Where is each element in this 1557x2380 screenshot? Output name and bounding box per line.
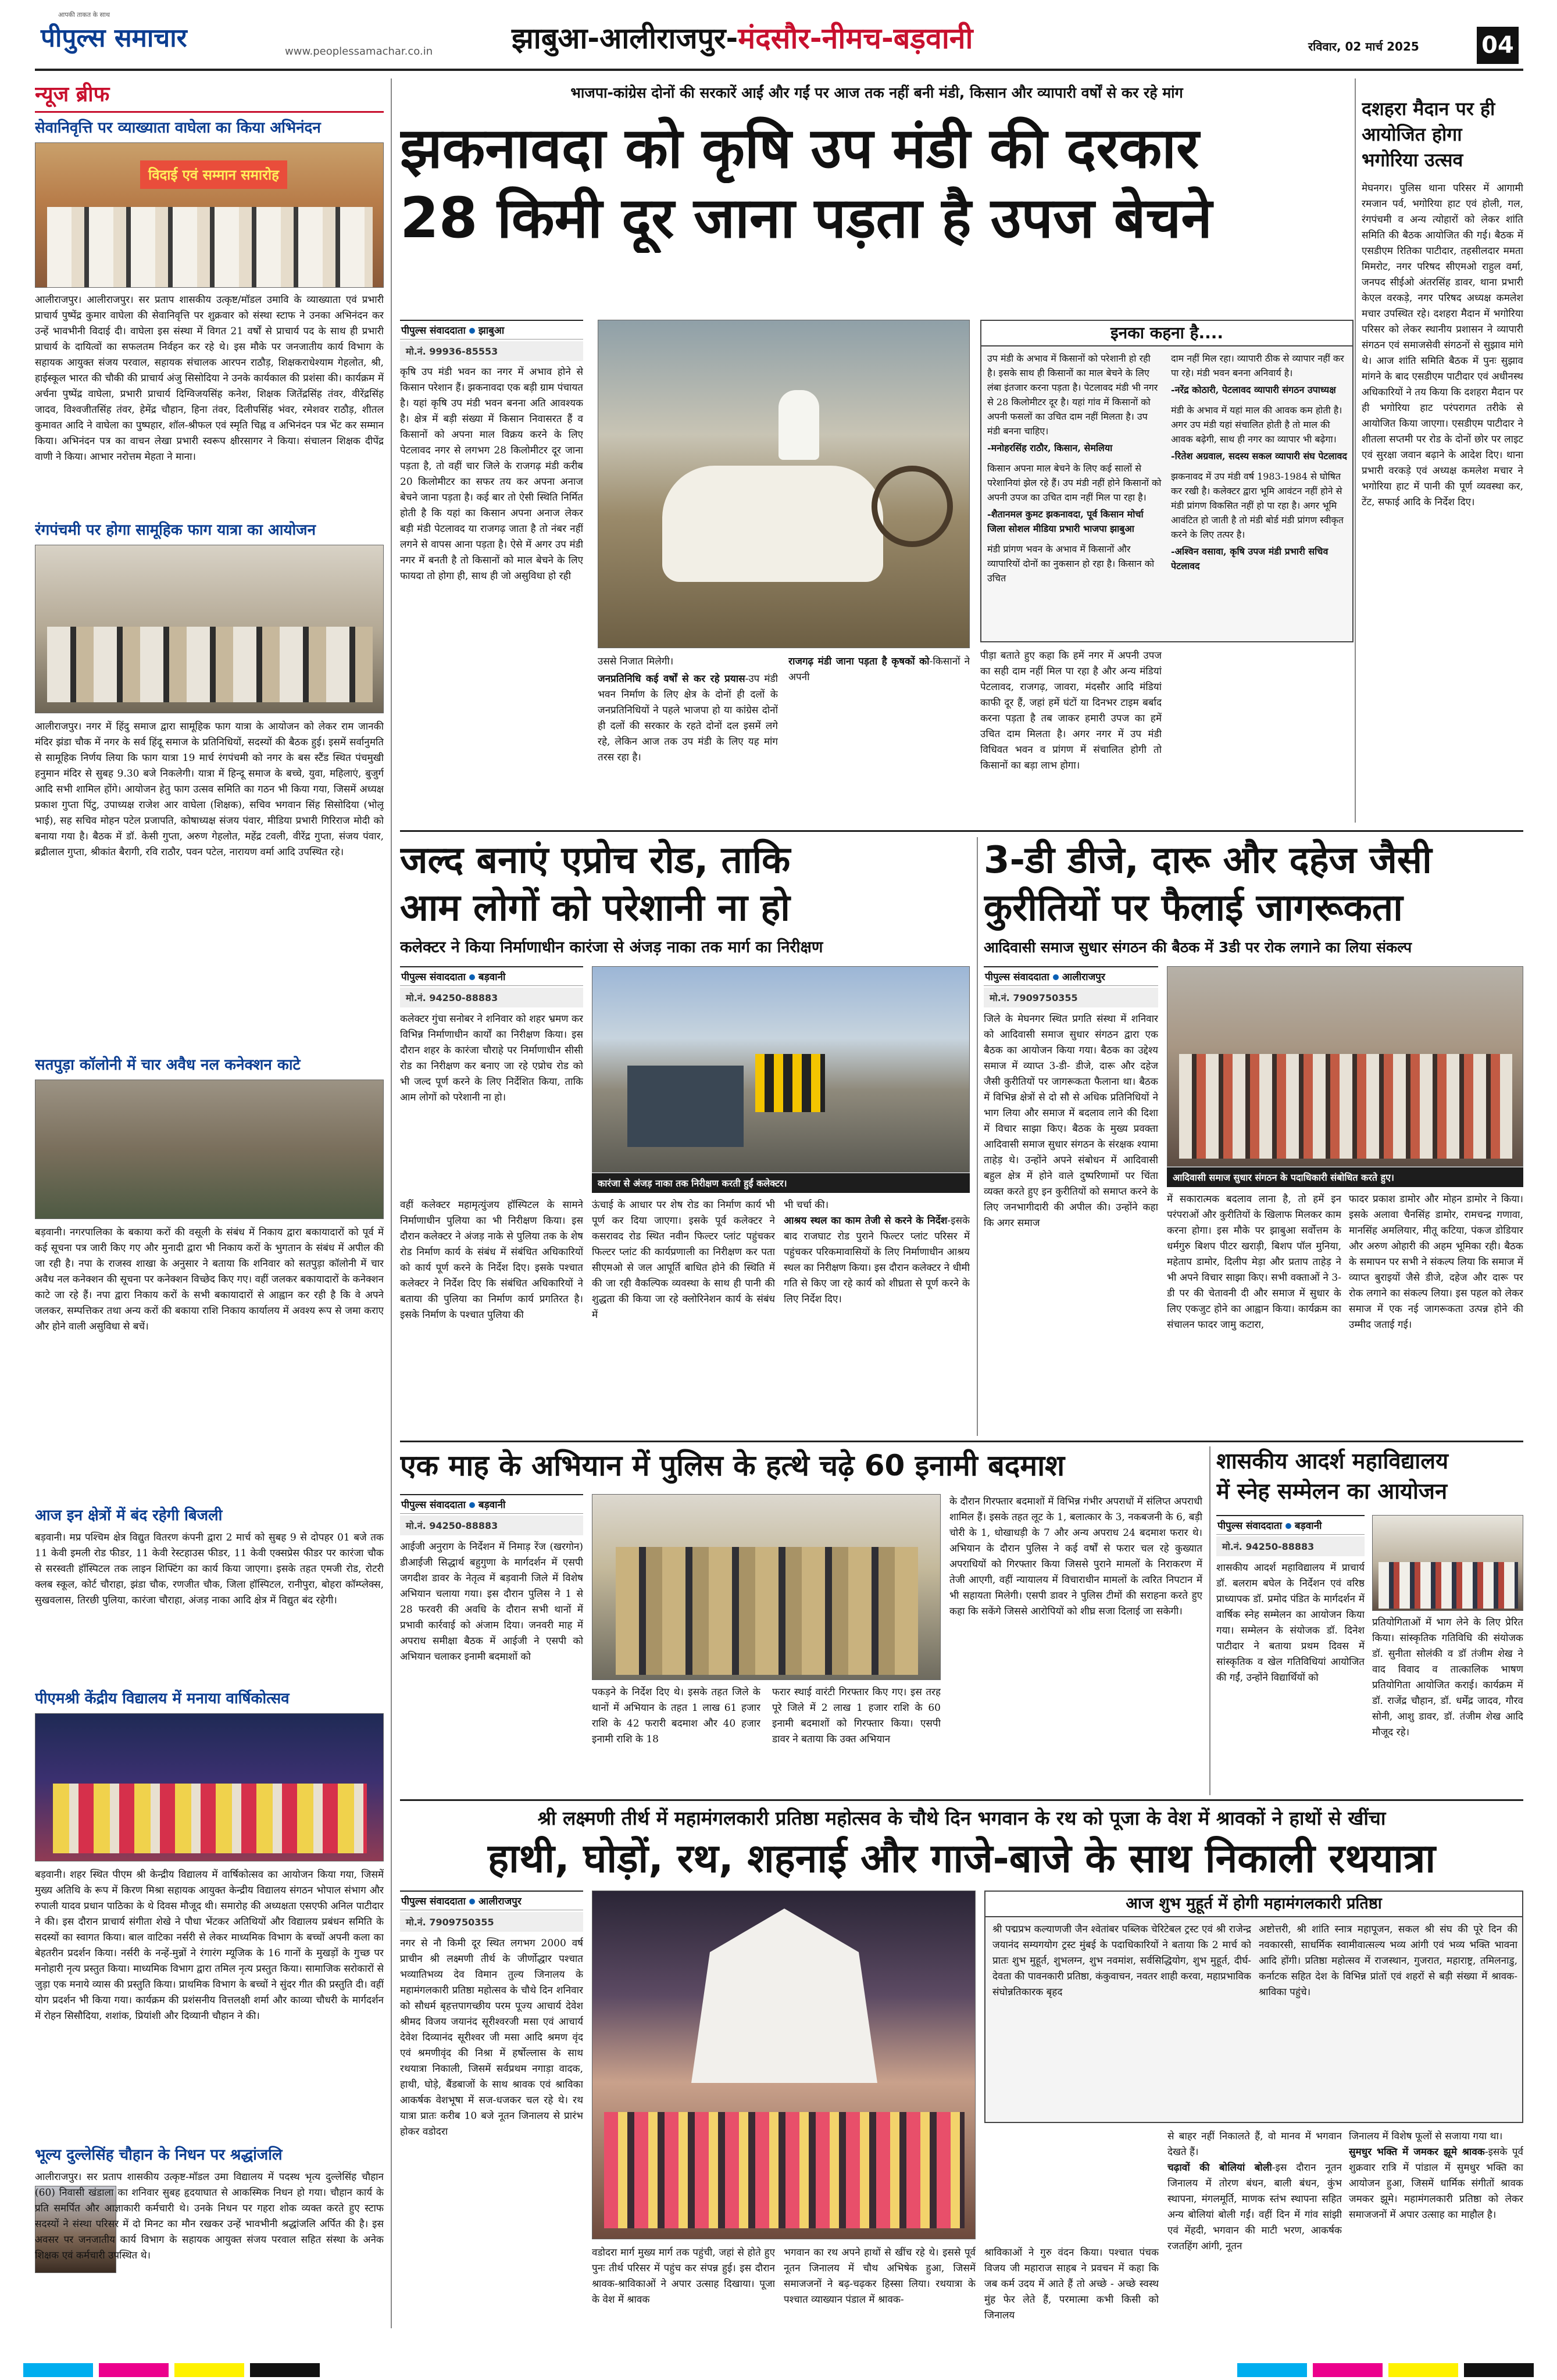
quote-item (987, 351, 1162, 455)
byline-reporter: पीपुल्स संवाददाता (401, 325, 466, 337)
byline-reporter: पीपुल्स संवाददाता (401, 1896, 466, 1907)
brief-headline: सतपुड़ा कॉलोनी में चार अवैध नल कनेक्शन काटे (35, 1056, 301, 1074)
rath-kicker: श्री लक्ष्मणी तीर्थ में महामंगलकारी प्रतिष्ठा महोत्सव के चौथे दिन भगवान के रथ को पूजा के वेश में श्रावकों ने हाथों से खींचा (537, 1807, 1386, 1829)
edition-title (512, 20, 973, 57)
rath-subhead-bhakti: सुमधुर भक्ति में जमकर झूमे श्रावक (1349, 2146, 1485, 2158)
masthead (0, 0, 1557, 70)
lead-kicker: भाजपा-कांग्रेस दोनों की सरकारें आईं और गईं पर आज तक नहीं बनी मंडी, किसान और व्यापारी वर्षों से कर रहे मांग (570, 84, 1183, 101)
rath-mobile: मो.नं. 7909750355 (400, 1912, 583, 1932)
college-event-photo (1372, 1515, 1523, 1611)
quote-author: -नरेंद्र कोठारी, पेटलावद व्यापारी संगठन उपाध्यक्ष (1171, 384, 1336, 395)
quotes-box-title: इनका कहना है.... (981, 321, 1352, 346)
rath-headline: हाथी, घोड़ों, रथ, शहनाई और गाजे-बाजे के साथ निकाली रथयात्रा (488, 1836, 1435, 1882)
byline-dot-icon (469, 328, 475, 334)
issue-date: रविवार, 02 मार्च 2025 (1308, 40, 1419, 53)
rath-col2: वडोदरा मार्ग मुख्य मार्ग तक पहुंची, जहां से होते हुए पुनः तीर्थ परिसर में पहुंच कर संपन्न हुई। इस दौरान श्रावक-श्राविकाओं ने अपार उत्साह दिखाया। पूजा के वेश में श्रावक (592, 2247, 775, 2306)
bhagoria-story (1362, 96, 1523, 823)
road-mobile: मो.नं. 94250-88883 (400, 988, 583, 1007)
brief-headline: पीएमश्री केंद्रीय विद्यालय में मनाया वार्षिकोत्सव (35, 1690, 290, 1707)
cmyk-magenta-right (1313, 2363, 1383, 2377)
road-byline (400, 966, 583, 986)
paper-logo (41, 11, 291, 57)
dj-col2: में सकारात्मक बदलाव लाना है, तो हमें इन परंपराओं और कुरीतियों के खिलाफ मिलकर काम करना होगा। इस मौके पर झाबुआ सर्वोत्तम के धर्मगुरु बिशप पीटर खराड़ी, बिशप पॉल मुनिया, महेताप डामोर, दिलीप मेड़ा और प्रताप ताहेड़ ने भी अपने विचार साझा किए। सभी वक्ताओं ने 3-डी पर की चेतावनी दी और समाज में सुधार के लिए एकजुट होने का आह्वान किया। कार्यक्रम का संचालन फादर जामु कटारा, (1167, 1193, 1341, 1331)
road-photo (592, 966, 970, 1173)
byline-location: आलीराजपुर (1062, 971, 1105, 983)
quote-text: मंडी प्रांगण भवन के अभाव में किसानों और व्यापारियों दोनों का नुकसान हो रहा है। किसान को उचित (987, 544, 1155, 584)
quote-author: -शैतानमल कुमट झकनावदा, पूर्व किसान मोर्चा जिला सोशल मीडिया प्रभारी भाजपा झाबुआ (987, 509, 1144, 534)
chariot-procession-photo (592, 1891, 976, 2239)
dj-mobile: मो.नं. 7909750355 (984, 988, 1158, 1007)
police-col4: के दौरान गिरफ्तार बदमाशों में विभिन्न गंभीर अपराधों में संलिप्त अपराधी शामिल हैं। इसके तहत लूट के 1, बलात्कार के 3, नकबजनी के 6, बड़ी चोरी के 1, धोखाधड़ी के 7 और अन्य अपराध 24 बदमाश फरार थे। अभियान के दौरान पुलिस ने कई वर्षों से फरार चल रहे कुख्यात अपराधियों को गिरफ्तार किया जिससे पुराने मामलों के निराकरण में तेजी आएगी, वहीं न्यायालय में विचाराधीन मामलों के त्वरित निपटान में भी सहायता मिलेगी। एसपी डावर ने पुलिस टीमों की सराहना करते हुए कहा कि सकेंगे जिससे आरोपियों को शीघ्र सजा दिलाई जा सकेगी। (949, 1496, 1202, 1617)
quote-item (1171, 403, 1348, 463)
college-story (1216, 1446, 1523, 1795)
police-headline: एक माह के अभियान में पुलिस के हत्थे चढ़े 60 इनामी बदमाश (400, 1449, 1065, 1482)
police-story (400, 1446, 1202, 1795)
lead-col2-intro: उससे निजात मिलेगी। (598, 656, 674, 667)
byline-dot-icon (469, 1502, 475, 1508)
banner-text: विदाई एवं सम्मान समारोह (140, 160, 287, 189)
quote-text: मंडी के अभाव में यहां माल की आवक कम होती है। अगर उप मंडी यहां संचालित होती है तो माल की आवक बढ़ेगी, साथ ही नगर का व्यापार भी बढ़ेगा। (1171, 405, 1342, 445)
pratishtha-box-col1: श्री पद्मप्रभ कल्याणजी जैन श्वेतांबर पब्लिक चेरिटेबल ट्रस्ट एवं श्री राजेन्द्र जयानंद सम्यगयोग ट्रस्ट मुंबई के पदाधिकारियों ने बताया कि 2 मार्च को प्रातः शुभ मुहूर्त, शुभलग्न, शुभ नवमांश, सर्वसिद्धियोग, शुभ मुहूर्त, दीर्घ-देवता की पावनकारी प्रतिष्ठा, कंकुवाचन, नवतर शाही करवा, महाप्रभाविक संघोन्नतिकारक बृहद (992, 1924, 1251, 1998)
police-col1: आईजी अनुराग के निर्देशन में निमाड़ रेंज (खरगोन) डीआईजी सिद्धार्थ बहुगुणा के मार्गदर्शन में एसपी जगदीश डावर के नेतृत्व में बड़वानी जिले में विशेष अभियान चलाया गया। इस दौरान पुलिस ने 1 से 28 फरवरी की अवधि के दौरान सभी थानों में प्रभावी कार्रवाई को अंजाम दिया। जनवरी माह में अपराध समीक्षा बैठक में आईजी ने एसपी को अभियान चलाकर इनामी बदमाशों को (400, 1541, 583, 1663)
lead-subhead-2: राजगढ़ मंडी जाना पड़ता है कृषकों को (788, 656, 930, 667)
college-headline-2: में स्नेह सम्मेलन का आयोजन (1216, 1478, 1448, 1504)
road-headline-2: आम लोगों को परेशानी ना हो (400, 887, 790, 930)
lead-story (400, 78, 1354, 828)
rath-col1: नगर से नौ किमी दूर स्थित लगभग 2000 वर्ष प्राचीन श्री लक्ष्मणी तीर्थ के जीर्णोद्धार पश्चात भव्यातिभव्य देव विमान तुल्य जिनालय के महामंगलकारी प्रतिष्ठा महोत्सव के चौथे दिन शनिवार को सौधर्म बृहत्तपागच्छीय परम पूज्य आचार्य देवेश श्रीमद विजय जयानंद सूरीश्वरजी मसा एवं आचार्य देवेश दिव्यानंद सूरीश्वर जी मसा आदि श्रमण वृंद एवं श्रमणीवृंद की निश्रा में हर्षोल्लास के साथ रथयात्रा निकाली, जिसमें सर्वप्रथम नगाड़ा वादक, हाथी, घोड़े, बैंडबाजों के साथ श्रावक एवं श्राविका आकर्षक वेशभूषा में सज-धजकर चल रहे थे। रथ यात्रा प्रातः करीब 10 बजे नूतन जिनालय से प्रारंभ होकर वडोदरा (400, 1938, 583, 2138)
pratishtha-box (984, 1891, 1523, 2123)
brief-headline: भूल्य दुल्लेसिंह चौहान के निधन पर श्रद्धांजलि (35, 2146, 283, 2164)
dj-headline-1: 3-डी डीजे, दारू और दहेज जैसी (984, 839, 1432, 882)
rath-yatra-story (400, 1803, 1523, 2332)
quote-author: -अश्विन वसावा, कृषि उपज मंडी प्रभारी सचिव पेटलावद (1171, 546, 1329, 571)
byline-dot-icon (469, 974, 475, 980)
website-url[interactable]: www.peoplessamachar.co.in (285, 45, 433, 58)
pipe-repair-photo (35, 1080, 384, 1219)
byline-dot-icon (469, 1899, 475, 1904)
rath-col5 (1167, 2129, 1342, 2332)
police-col2: पकड़ने के निर्देश दिए थे। इसके तहत जिले के थानों में अभियान के तहत 1 लाख 61 हजार राशि के 42 फरारी बदमाश और 40 हजार इनामी राशि के 18 (592, 1686, 760, 1745)
news-brief-title: न्यूज ब्रीफ (35, 78, 384, 113)
police-col3: फरार स्थाई वारंटी गिरफ्तार किए गए। इस तरह पूरे जिले में 2 लाख 1 हजार राशि के 60 इनामी बदमाशों को गिरफ्तार किया। एसपी डावर ने बताया कि उक्त अभियान (772, 1686, 941, 1745)
brief-tribute (35, 2145, 384, 2261)
lead-col2b-tail: -किसानों ने अपनी (788, 656, 970, 683)
lead-col3: पीड़ा बताते हुए कहा कि हमें नगर में अपनी उपज का सही दाम नहीं मिल पा रहा है और अन्य मंडियां पेटलावद, राजगढ़, जावरा, मंदसौर आदि मंडियां काफी दूर हैं, जहां हमें घंटों या दिनभर टाइम बर्बाद करना पड़ता है तब जाकर हमारी उपज का हमें उचित दाम मिलता है। अगर नगर में उप मंडी विधिवत भवन व प्रांगण में संचालित होगी तो किसानों का बड़ा लाभ होगा। (980, 650, 1162, 771)
quote-text: उप मंडी के अभाव में किसानों को परेशानी हो रही है। इसके साथ ही किसानों का माल बेचने के लिए लंबा इंतजार करना पड़ता है। पेटलावद मंडी भी नगर से 28 किलोमीटर दूर है। यहां गांव में किसानों को अपनी फसलों का उचित दाम नहीं मिलता है। उप मंडी बनना चाहिए। (987, 353, 1158, 437)
brief-headline: सेवानिवृत्ति पर व्याख्याता वाघेला का किया अभिनंदन (35, 119, 321, 137)
byline-reporter: पीपुल्स संवाददाता (985, 971, 1049, 983)
quote-author: -मनोहरसिंह राठौर, किसान, सेमलिया (987, 442, 1113, 453)
quote-text: दाम नहीं मिल रहा। व्यापारी ठीक से व्यापार नहीं कर पा रहे। मंडी भवन बनना अनिवार्य है। (1171, 353, 1344, 378)
brief-headline: रंगपंचमी पर होगा सामूहिक फाग यात्रा का आयोजन (35, 521, 316, 539)
edition-main: झाबुआ-आलीराजपुर- (512, 22, 738, 55)
byline-reporter: पीपुल्स संवाददाता (1217, 1520, 1282, 1532)
paper-name: पीपुल्स समाचार (41, 23, 187, 53)
road-subhead-shelter: आश्रय स्थल का काम तेजी से करने के निर्देश (784, 1215, 948, 1227)
lead-col2a (598, 671, 778, 826)
byline-location: झाबुआ (478, 325, 505, 337)
dj-col1: जिले के मेघनगर स्थित प्रगति संस्था में शनिवार को आदिवासी समाज सुधार संगठन द्वारा एक बैठक का आयोजन किया गया। बैठक का उद्देश्य समाज में व्याप्त 3-डी- डीजे, दारू और दहेज जैसी कुरीतियों पर जागरूकता फैलाना था। बैठक में विभिन्न क्षेत्रों से दो सौ से अधिक प्रतिनिधियों ने भाग लिया और समाज में बदलाव लाने की दिशा में विचार साझा किए। बैठक के मुख्य प्रवक्ता आदिवासी समाज सुधार संगठन के संरक्षक श्यामा ताहेड़ थे। उन्होंने अपने संबोधन में आदिवासी बहुल क्षेत्र में होने वाले दुष्परिणामों पर चिंता व्यक्त करते हुए इन कुरीतियों को समाप्त करने के लिए जनभागीदारी की अपील की। उन्होंने कहा कि अगर समाज (984, 1013, 1158, 1229)
cmyk-black (250, 2363, 320, 2377)
masthead-rule (35, 69, 1523, 71)
dj-byline (984, 966, 1158, 986)
lead-subhead-1: जनप्रतिनिधि कई वर्षों से कर रहे प्रयास (598, 673, 745, 685)
brief-body: बड़वानी। शहर स्थित पीएम श्री केन्द्रीय विद्यालय में वार्षिकोत्सव का आयोजन किया गया, जिसमें मुख्य अतिथि के रूप में किरण मिश्रा सहायक आयुक्त केन्द्रीय विद्यालय संगठन भोपाल संभाग और रुपाली यादव प्रधान पाठिका के थे दिवस मौजूद थी। समारोह की अध्यक्षता एसएफी अनिल पाटीदार ने की। इस दौरान प्राचार्य संगीता शेखे ने पौधा भेंटकर अतिथियों और विद्यालय प्रबंधन समिति के सदस्यों का स्वागत किया। बाल वाटिका नर्सरी से लेकर माध्यमिक विभाग के बच्चों अपनी कला का बेहतरीन प्रदर्शन किया। नर्सरी के नन्हें-मुन्नों ने रंगारंग म्यूजिक के 16 गानों के मुखड़ों के गुच्छ पर मनोहारी नृत्य प्रस्तुत किया। माध्यमिक विभाग द्वारा तमिल नृत्य प्रस्तुत किया। सामाजिक सरोकारों से जुड़ा एक मनाये व्यास की प्रस्तुति किया। प्राथमिक विभाग के बच्चों ने सुंदर गीत की प्रस्तुति दी। वहीं योग प्रदर्शन भी किया गया। कार्यक्रम की प्रशंसनीय वित्तलक्षी शर्मा और काव्या चौधरी के मार्गदर्शन में रोहन सिसौदिया, शशांक, प्रियांशी और दिव्यानी चौहान ने की। (35, 1869, 384, 2022)
lead-mobile: मो.नं. 99936-85553 (400, 341, 583, 361)
cmyk-cyan (23, 2363, 93, 2377)
dj-photo-caption: आदिवासी समाज सुधार संगठन के पदाधिकारी संबोधित करते हुए। (1167, 1167, 1523, 1187)
rath-col6 (1349, 2129, 1523, 2332)
section-rule-3 (400, 1799, 1523, 1801)
rath-col6-text: -इसके पूर्व शुक्रवार रात्रि में पांडाल में सुमधुर भक्ति का आयोजन हुआ, जिसमें धार्मिक संगीतों श्रावक जमकर झूमे। महामंगलकारी प्रतिष्ठा को लेकर समाजजनों में अपार उत्साह का माहौल है। (1349, 2146, 1523, 2221)
dj-subhead: आदिवासी समाज सुधार संगठन की बैठक में 3डी पर रोक लगाने का लिया संकल्प (984, 939, 1412, 956)
pratishtha-box-col2: अष्टोत्तरी, श्री शांति स्नात्र महापूजन, सकल श्री संघ की पूरे दिन की नवकारसी, साधर्मिक स्वामीवात्सल्य भव्य आंगी एवं भव्य भक्ति भावना आदि होंगी। प्रतिष्ठा महोत्सव में राजस्थान, गुजरात, महाराष्ट्र, तमिलनाडु, कर्नाटक सहित देश के विभिन्न प्रांतों एवं शहरों से बड़ी संख्या में श्रावक-श्राविका पहुंचे। (1259, 1924, 1517, 1998)
rath-col5-text: -इस दौरान नूतन जिनालय में तोरण बंधन, बाली बंधन, कुंभ स्थापना, मंगलमूर्ति, माणक स्तंभ स्थापना सहित अन्य बोलियां बोली गईं। वहीं दिन में गांव सांझी एवं मेंहदी, भगवान की माटी भरण, आकर्षक रजतहिंग आंगी, नूतन (1167, 2162, 1342, 2252)
byline-location: बड़वानी (1294, 1520, 1322, 1532)
police-byline (400, 1494, 583, 1514)
meeting-photo (35, 545, 384, 713)
lead-headline-2: 28 किमी दूर जाना पड़ता है उपज बेचने (400, 185, 1212, 251)
dj-col3: फादर प्रकाश डामोर और मोहन डामोर ने किया। इसके अलावा चैनसिंह डामोर, रामचन्द्र गणावा, मानसिंह अमलियार, मीतू कटिया, पंकज डोडियार और अरुण ओहारी की अहम भूमिका रही। बैठक के समापन पर सभी ने संकल्प लिया कि समाज में व्याप्त बुराइयों जैसे डीजे, दहेज और दारू पर रोक लगाने का संकल्प लिया। इस पहल को लेकर समाज में एक नई जागरूकता उत्पन्न होने की उम्मीद जताई गई। (1349, 1193, 1523, 1331)
rath-col6-intro: जिनालय में विशेष फूलों से सजाया गया था। (1349, 2131, 1503, 2142)
byline-location: बड़वानी (478, 971, 506, 983)
brief-body: आलीराजपुर। नगर में हिंदु समाज द्वारा सामूहिक फाग यात्रा के आयोजन को लेकर राम जानकी मंदिर झंडा चौक में नगर के सर्व हिंदू समाज के प्रतिनिधियों, सदस्यों की बैठक हुई। इसमें सर्वानुमति से सामूहिक निर्णय लिया कि फाग यात्रा 19 मार्च रंगपंचमी को नगर के बस स्टैंड स्थित पंचमुखी हनुमान मंदिर से सुबह 9.30 बजे निकलेगी। यात्रा में हिन्दू समाज के बच्चे, युवा, महिलाएं, बुजुर्ग आदि सभी शामिल होंगे। आयोजन हेतु फाग उत्सव समिति का गठन भी किया गया, जिसमें अध्यक्ष प्रकाश गुप्ता पिंटु, उपाध्यक्ष राजेश आर वाघेला (शिक्षक), सचिव भगवान सिंह सिसोदिया (भोलू भाई), सह सचिव मोहन पटेल प्रजापति, कोषाध्यक्ष संजय पंवार, मीडिया प्रभारी गिरिराज मोदी को बनाया गया है। बैठक में डॉ. केसी गुप्ता, अरुण गेहलोत, महेंद्र टवली, वीरेंद्र गुप्ता, संजय पंवार, ब्रद्रीलाल गुप्ता, श्रीकांत बैरागी, रवि राठौर, पवन पटेल, नारायण वर्मा आदि उपस्थित रहे। (35, 721, 384, 858)
brief-body: बड़वानी। मप्र पश्चिम क्षेत्र विद्युत वितरण कंपनी द्वारा 2 मार्च को सुबह 9 से दोपहर 01 बजे तक 11 केवी इमली रोड फीडर, 11 केवी रेस्टहाउस फीडर, 11 केवी एक्सप्रेस फीडर पर कारंजा चौक से सरस्वती हॉस्पिटल तक लाइन शिफ्टिंग का कार्य किया जाएगा। इसके तहत एमजी रोड, रोटरी क्लब स्कूल, कोर्ट चौराहा, झंडा चौक, रणजीत चौक, जिला हॉस्पिटल, रानीपुरा, बोहरा कॉम्प्लेक्स, सुखवलास, तिरछी पुलिया, कारंजा चौराहा, अंजड़ नाका आदि क्षेत्र में विद्युत बंद रहेगी। (35, 1532, 384, 1606)
byline-location: आलीराजपुर (478, 1896, 522, 1907)
meeting-hall-photo (1167, 966, 1523, 1167)
byline-location: बड़वानी (478, 1499, 506, 1511)
quote-author: -रितेश अग्रवाल, सदस्य सकल व्यापारी संघ पेटलावद (1171, 451, 1347, 462)
brief-power-cut (35, 1506, 384, 1606)
quote-text: झकनावद में उप मंडी वर्ष 1983-1984 से घोषित कर रखी है। कलेक्टर द्वारा भूमि आवंटन नहीं होने से मंडी प्रांगण विकसित नहीं हो पा रहा है। अगर भूमि आवंटित हो जाती है तो मंडी बोर्ड मंडी प्रांगण स्वीकृत करने के लिए तत्पर है। (1171, 471, 1344, 540)
cmyk-cyan-right (1237, 2363, 1307, 2377)
byline-dot-icon (1053, 974, 1059, 980)
lead-headline-1: झकनावदा को कृषि उप मंडी की दरकार (400, 116, 1199, 181)
college-headline-1: शासकीय आदर्श महाविद्यालय (1216, 1448, 1449, 1474)
lead-col2b (788, 654, 970, 826)
bullock-cart-photo (598, 320, 970, 648)
police-mobile: मो.नं. 94250-88883 (400, 1516, 583, 1535)
bhagoria-body: मेघनगर। पुलिस थाना परिसर में आगामी रमजान पर्व, भगोरिया हाट एवं होली, गल, रंगपंचमी व अन्य त्योहारों को लेकर शांति समिति की बैठक आयोजित की गई। बैठक में एसडीएम रितिका पाटीदार, तहसीलदार ममता मिमरोट, नगर परिषद सीएमओ राहुल वर्मा, जनपद सीईओ अंतरसिंह डावर, थाना प्रभारी केएल वरकड़े, नगर परिषद अध्यक्ष कमलेश मचार उपस्थित रहे। दशहरा मैदान में भगोरिया परिसर को लेकर स्थानीय प्रशासन ने व्यापारी संगठन एवं समाजसेवी संगठनों से सुझाव मांगे थे। आज शांति समिति बैठक में पुनः सुझाव मांगने के बाद एसडीएम पाटीदार एवं अधीनस्थ अधिकारियों ने तय किया कि दशहरा मैदान पर ही भगोरिया हाट परंपरागत तरीके से आयोजित किया जाएगा। एसडीएम पाटीदार ने शीतला सप्तमी पर रोड के दोनों छोर पर लाइट एवं सुरक्षा जवान बढ़ाने के आदेश दिए। थाना प्रभारी वरकड़े एवं अध्यक्ष कमलेश मचार ने भगोरिया हाट में पानी की पूर्ण व्यवस्था कर, टेंट, सफाई आदि के निर्देश दिए। (1362, 183, 1523, 508)
road-col2: ऊंचाई के आधार पर शेष रोड का निर्माण कार्य भी पूर्ण कर दिया जाएगा। इसके पूर्व कलेक्टर ने कसरावद रोड स्थित नवीन फिल्टर प्लांट पहुंचकर फिल्टर प्लांट की कार्यप्रणाली का निरीक्षण कर पता सीएमओ से जल आपूर्ति बाधित होने की स्थिति में की जा रही वैकल्पिक व्यवस्था के साथ ही पानी की शुद्धता की किया जा रहे क्लोरिनेशन कार्य के संबंध में (592, 1199, 775, 1321)
brief-body: आलीराजपुर। सर प्रताप शासकीय उत्कृष्ट-मॉडल उमा विद्यालय में पदस्थ भृत्य दुल्लेसिंह चौहान (60) निवासी खंडाला का शनिवार सुबह हृदयाघात से आकस्मिक निधन हो गया। चौहान कार्य के प्रति समर्पित और आज्ञाकारी कर्मचारी थे। उनके निधन पर गहरा शोक व्यक्त करते हुए स्टाफ सदस्यों ने संस्था परिसर में दो मिनट का मौन रखकर उन्हें भावभीनी श्रद्धांजलि अर्पित की है। इस अवसर पर जनजातीय कार्य विभाग के सहायक आयुक्त संजय परवाल सहित संस्था के अनेक शिक्षक एवं कर्मचारी उपस्थित थे। (35, 2171, 384, 2261)
farewell-photo (35, 142, 384, 288)
road-col1a: कलेक्टर गुंचा सनोबर ने शनिवार को शहर भ्रमण कर विभिन्न निर्माणाधीन कार्यों का निरीक्षण किया। इस दौरान शहर के कारंजा चौराहे पर निर्माणाधीन सीसी रोड का निरीक्षण कर बनाए जा रहे एप्रोच रोड को भी जल्द पूर्ण करने के लिए निर्देशित किया, ताकि आम लोगों को परेशानी ना हो। (400, 1013, 583, 1103)
dj-headline-2: कुरीतियों पर फैलाई जागरूकता (984, 887, 1403, 930)
quote-item (987, 542, 1162, 585)
college-col1: शासकीय आदर्श महाविद्यालय में प्राचार्य डॉ. बलराम बघेल के निर्देशन एवं वरिष्ठ प्राध्यापक डॉ. प्रमोद पंडित के मार्गदर्शन में वार्षिक स्नेह सम्मेलन का आयोजन किया गया। सम्मेलन के संयोजक डॉ. दिनेश पाटीदार ने बताया प्रथम दिवस में सांस्कृतिक व खेल गतिविधियां आयोजित की गईं, उन्होंने विद्यार्थियों को (1216, 1562, 1365, 1684)
approach-road-story (400, 837, 970, 1436)
byline-dot-icon (1285, 1523, 1291, 1529)
college-mobile: मो.नं. 94250-88883 (1216, 1536, 1365, 1556)
quotes-col-left (987, 351, 1162, 639)
byline-reporter: पीपुल्स संवाददाता (401, 1499, 466, 1511)
quote-item (1171, 351, 1348, 397)
cmyk-yellow (174, 2363, 244, 2377)
byline-reporter: पीपुल्स संवाददाता (401, 971, 466, 983)
quotes-col-right (1171, 351, 1348, 639)
bhagoria-headline: दशहरा मैदान पर ही आयोजित होगा भगोरिया उत्सव (1362, 98, 1495, 171)
college-byline (1216, 1515, 1365, 1535)
cmyk-yellow-right (1388, 2363, 1458, 2377)
brief-body: बड़वानी। नगरपालिका के बकाया करों की वसूली के संबंध में निकाय द्वारा बकायादारों को पूर्व में कई सूचना पत्र जारी किए गए और मुनादी द्वारा भी निकाय करों के भुगतान के संबंध में अपील की जा रही है। नपा के राजस्व शाखा के अनुसार ने बताया कि शनिवार को सतपुड़ा कॉलोनी में चार अवैध नल कनेक्शन की सूचना पर कनेक्शन विच्छेद किए गए। वहीं जलकर बकायादारों के कनेक्शन काटे जा रहे हैं। नपा द्वारा निकाय करों के सभी बकायादारों से आह्वान कर रही है कि वे अपने जलकर, सम्पत्तिकर तथा अन्य करों की बकाया राशि निकाय कार्यालय में अवश्य रूप से जमा कराए और होने वाली असुविधा से बचें। (35, 1227, 384, 1332)
brief-faag-yatra (35, 520, 384, 858)
left-column-divider (391, 78, 392, 2328)
road-col3-text: -इसके बाद राजघाट रोड पुराने फिल्टर प्लांट परिसर में पहुंचकर परिकमावासियों के लिए निर्माणाधीन आश्रय स्थल का निरीक्षण किया। इस दौरान कलेक्टर ने धीमी गति से किए जा रहे कार्य को शीघ्रता से पूर्ण करने के लिए निर्देश दिए। (784, 1215, 970, 1305)
road-subhead: कलेक्टर ने किया निर्माणाधीन कारंजा से अंजड़ नाका तक मार्ग का निरीक्षण (400, 938, 823, 956)
lead-col2a-text: -उप मंडी भवन निर्माण के लिए क्षेत्र के दोनों ही दलों के जनप्रतिनिधियों ने पहले भाजपा हो या कांग्रेस दोनों ही दलों की सरकार के रहते दोनों दल इसमें लगे रहे, लेकिन आज तक उप मंडी के लिए यह मांग तरस रहा है। (598, 673, 778, 763)
brief-body: आलीराजपुर। आलीराजपुर। सर प्रताप शासकीय उत्कृष्ट/मॉडल उमावि के व्याख्याता एवं प्रभारी प्राचार्य पुष्पेंद्र कुमार वाघेला की सेवानिवृत्ति पर शुक्रवार को संस्था स्टाफ ने उनका अभिनंदन कर उन्हें भावभीनी विदाई दी। वाघेला इस संस्था में विगत 21 वर्षों से प्राचार्य पद के साथ ही प्रभारी प्राचार्य के दायित्वों का सफलतम निर्वहन कर रहे थे। इस मौके पर जनजातीय कार्य विभाग के सहायक आयुक्त संजय परवाल, सहायक संचालक आरपन राठौड़, शिक्षकराधेश्याम गेहलोत, श्री, हाईस्कूल भारत की चौकी की प्राचार्य अंजु सिसोदिया ने उनके कार्यकाल की प्रशंसा की। कार्यक्रम में अर्चना पुष्पेंद्र वाघेला, प्रभारी प्राचार्य दिग्विजयसिंह कनेश, शिक्षक जितेंद्रसिंह तंवर, वीरेंद्रसिंह जादव, विश्वजीतसिंह तंवर, हेमेंद्र चौहान, हिना तंवर, दिलीपसिंह भंवर, रमेशवर राठौड़, शीतल कुमावत आदि ने वाघेला का पुष्पहार, शॉल-श्रीफल एवं स्मृति चिह्न व अभिनंदन पत्र भेंट कर सम्मान किया। अभिनंदन पत्र का वाचन लेखा प्रभारी स्वरूप क्षीरसागर ने किया। संचालन शिक्षक दीपेंद्र वाणी ने किया। आभार नरोत्तम मेहता ने माना। (35, 294, 384, 463)
quote-item (1171, 469, 1348, 573)
news-brief-column (35, 78, 384, 2334)
rath-col4: श्राविकाओं ने गुरु वंदन किया। पश्चात पंचक विजय जी महाराज साहब ने प्रवचन में कहा कि जब कर्म उदय में आते हैं तो अच्छे - अच्छे स्वस्थ मुंह फेर लेते हैं, परमात्मा कभी किसी को जिनालय (984, 2247, 1159, 2321)
mid-divider-2 (1209, 1446, 1210, 1795)
road-photo-caption: कारंजा से अंजड़ नाका तक निरीक्षण करती हुईं कलेक्टर। (592, 1173, 970, 1193)
rath-subhead-bids: चढ़ावों की बोलियां बोली (1167, 2162, 1272, 2174)
brief-water-connections (35, 1055, 384, 1332)
rath-byline (400, 1891, 583, 1910)
mid-divider-1 (977, 837, 978, 1436)
section-rule-1 (400, 830, 1523, 832)
road-col3 (784, 1198, 970, 1433)
dj-awareness-story (984, 837, 1523, 1436)
color-registration-bar (0, 2360, 1557, 2380)
quotes-box (980, 320, 1354, 642)
brief-headline: आज इन क्षेत्रों में बंद रहेगी बिजली (35, 1507, 223, 1524)
page-number: 04 (1477, 27, 1519, 64)
lead-col1: कृषि उप मंडी भवन का नगर में अभाव होने से किसान परेशान हैं। झकनावदा एक बड़ी ग्राम पंचायत है। यहां कृषि उप मंडी भवन बनना अति आवश्यक है। क्षेत्र में बड़ी संख्या में किसान निवासरत हैं व किसानों को अपना माल विक्रय करने के लिए पेटलावद नगर से लगभग 28 किलोमीटर दूर जाना पड़ता है, तो वहीं चार जिले के राजगढ़ मंडी करीब 20 किलोमीटर का सफर तय कर अपना अनाज बेचने जाना पड़ता है। कई बार तो ऐसी स्थिति निर्मित होती है कि यहां का किसान अपना अनाज लेकर बड़ी मंडी पेटलावद या राजगढ़ जाता है तो नंबर नहीं लगने से वापस आना पड़ता है। ऐसे में अगर उप मंडी नगर में बनती है तो किसानों को माल बेचने के लिए फायदा तो होगा ही, साथ ही जो असुविधा हो रही (400, 366, 583, 582)
lead-byline (400, 320, 583, 340)
paper-tagline: आपकी ताकत के साथ (58, 11, 110, 19)
dance-photo (35, 1713, 384, 1861)
edition-red: मंदसौर-नीमच-बड़वानी (738, 22, 973, 55)
police-team-photo (592, 1494, 941, 1680)
rath-col5-intro: से बाहर नहीं निकालते हैं, वो मानव में भगवान देखते हैं। (1167, 2131, 1342, 2158)
cmyk-magenta (99, 2363, 169, 2377)
quote-item (987, 461, 1162, 536)
road-col3-intro: भी चर्चा की। (784, 1199, 829, 1211)
pratishtha-box-title: आज शुभ मुहूर्त में होगी महामंगलकारी प्रतिष्ठा (985, 1892, 1522, 1917)
quote-text: किसान अपना माल बेचने के लिए कई सालों से परेशानियां झेल रहे हैं। उप मंडी नहीं होने किसानों को अपनी उपज का उचित दाम नहीं मिल पा रहा है। (987, 463, 1162, 503)
road-col1b: वहीं कलेक्टर महामृत्युंजय हॉस्पिटल के सामने निर्माणाधीन पुलिया का भी निरीक्षण किया। इस दौरान कलेक्टर ने अंजड़ नाके से पुलिया तक के शेष रोड निर्माण कार्य के संबंध में संबंधित अधिकारियों को कार्य पूर्ण करने के निर्देश दिए। इसके पश्चात कलेक्टर ने निर्देश दिए कि संबंधित अधिकारियों ने बताया की पुलिया का निर्माण कार्य प्रगतिरत है। इसके निर्माण के पश्चात पुलिया की (400, 1199, 583, 1321)
rath-col3: भगवान का रथ अपने हाथों से खींच रहे थे। इससे पूर्व नूतन जिनालय में चौथ अभिषेक हुआ, जिसमें समाजजनों ने बढ़-चढ़कर हिस्सा लिया। रथयात्रा के पश्चात व्याख्यान पंडाल में श्रावक- (784, 2247, 976, 2306)
road-headline-1: जल्द बनाएं एप्रोच रोड, ताकि (400, 839, 791, 882)
cmyk-black-right (1464, 2363, 1534, 2377)
brief-annual-function (35, 1689, 384, 2022)
brief-farewell (35, 118, 384, 463)
college-col2: प्रतियोगिताओं में भाग लेने के लिए प्रेरित किया। सांस्कृतिक गतिविधि की संयोजक डॉ. सुनीता सोलंकी व डॉ तंजीम शेख ने वाद विवाद व तात्कालिक भाषण प्रतियोगिता आयोजित कराई। कार्यक्रम में डॉ. राजेंद्र चौहान, डॉ. धर्मेंद्र जादव, गौरव सोनी, आशु डावर, डॉ. तंजीम शेख आदि मौजूद रहे। (1372, 1617, 1523, 1738)
section-rule-2 (400, 1441, 1523, 1442)
right-column-divider (1355, 78, 1356, 823)
